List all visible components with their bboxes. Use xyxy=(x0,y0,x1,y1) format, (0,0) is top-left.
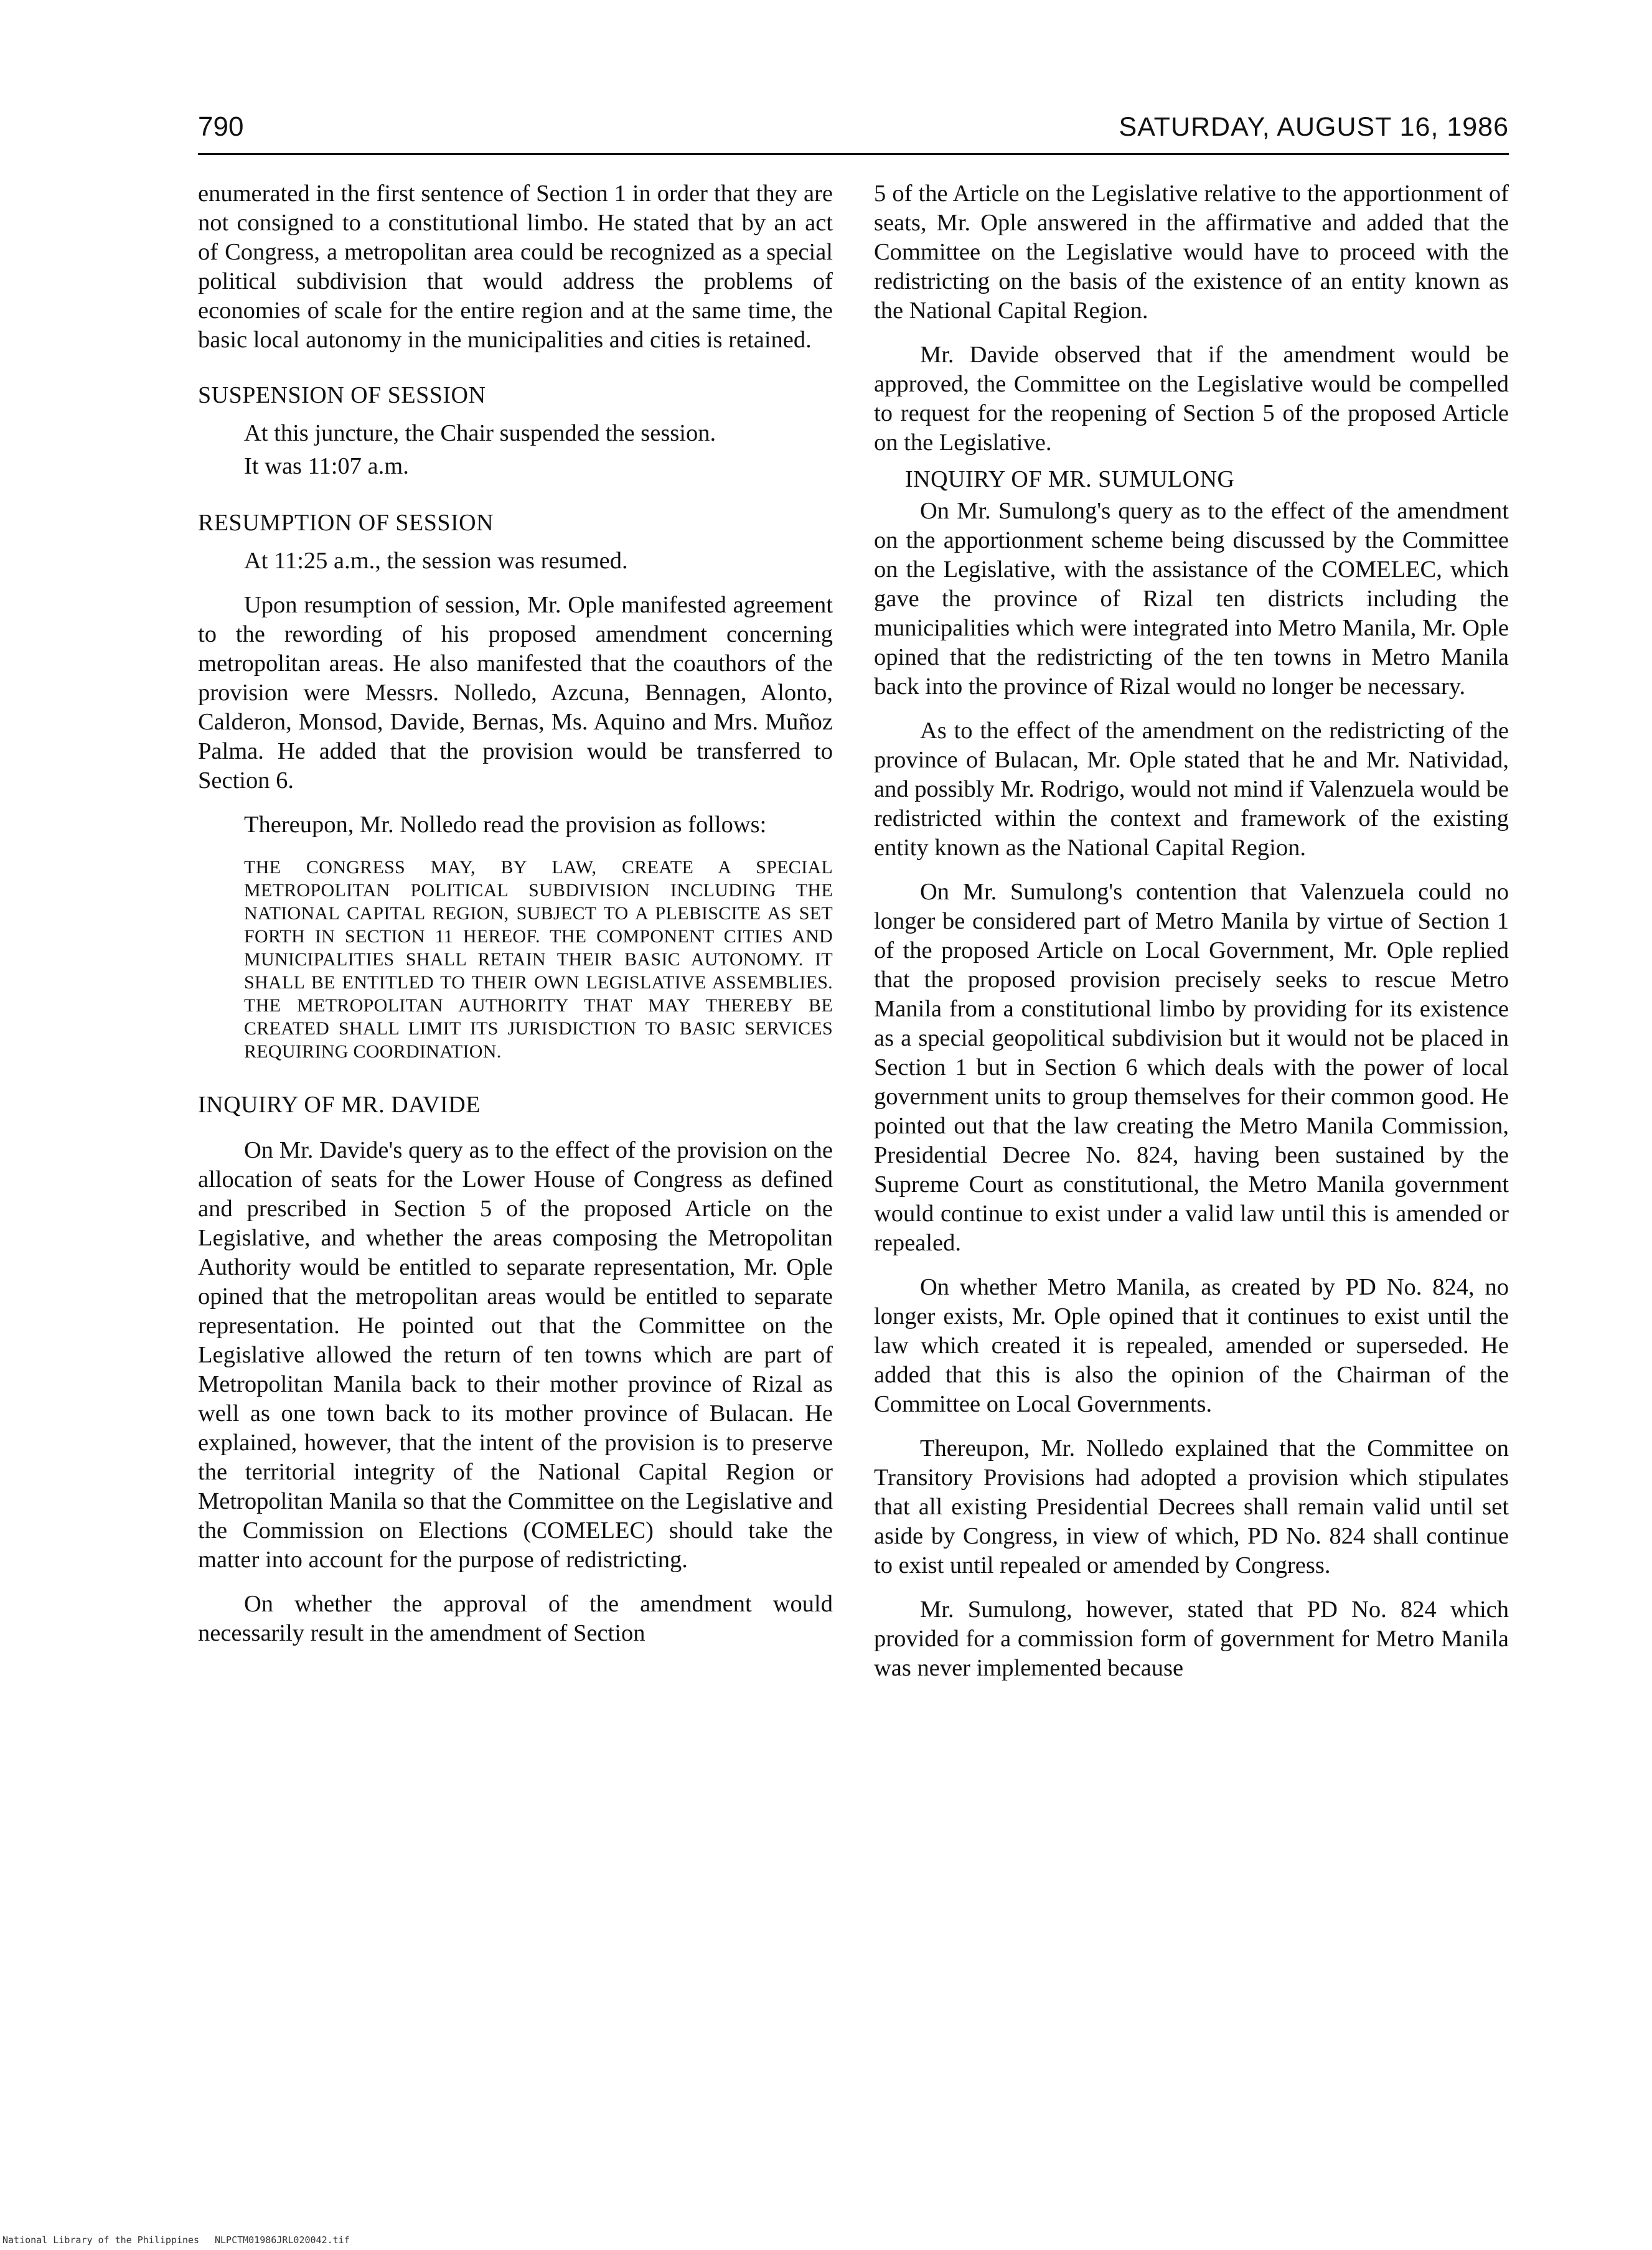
paragraph: At 11:25 a.m., the session was resumed. xyxy=(244,548,628,574)
paragraph: Thereupon, Mr. Nolledo explained that the Committee on Transitory Provisions had adopted a provision which stipulates that all existing Presidential Decrees shall remain valid until set aside by Congress, in view of which, PD No. 824 shall continue to exist until repealed or amended by Congress. xyxy=(874,1435,1509,1578)
paragraph: Upon resumption of session, Mr. Ople manifested agreement to the rewording of his proposed amendment concerning metropolitan areas. He also manifested that the coauthors of the provision were Messrs. Nolledo, Azcuna, Bennagen, Alonto, Calderon, Monsod, Davide, Bernas, Ms. Aquino and Mrs. Muñoz Palma. He added that the provision would be transferred to Section 6. xyxy=(198,592,833,794)
footer-file-name: NLPCTM01986JRL020042.tif xyxy=(215,2234,350,2246)
left-column xyxy=(198,179,833,1648)
quoted-provision: THE CONGRESS MAY, BY LAW, CREATE A SPECIAL METROPOLITAN POLITICAL SUBDIVISION INCLUDING THE NATIONAL CAPITAL REGION, SUBJECT TO A PLEBISCITE AS SET FORTH IN SECTION 11 HEREOF. THE COMPONENT CITIES AND MUNICIPALITIES SHALL RETAIN THEIR BASIC AUTONOMY. IT SHALL BE ENTITLED TO THEIR OWN LEGISLATIVE ASSEMBLIES. THE METROPOLITAN AUTHORITY THAT MAY THEREBY BE CREATED SHALL LIMIT ITS JURISDICTION TO BASIC SERVICES REQUIRING COORDINATION. xyxy=(244,857,833,1062)
paragraph: On whether Metro Manila, as created by PD No. 824, no longer exists, Mr. Ople opined that it continues to exist until the law which created it is repealed, amended or superseded. He added that this is also the opinion of the Chairman of the Committee on Local Governments. xyxy=(874,1274,1509,1417)
section-heading-davide: INQUIRY OF MR. DAVIDE xyxy=(198,1092,481,1118)
section-heading-suspension: SUSPENSION OF SESSION xyxy=(198,382,486,408)
right-column xyxy=(874,179,1509,1683)
page-number: 790 xyxy=(198,111,244,142)
section-heading-resumption: RESUMPTION OF SESSION xyxy=(198,510,494,536)
paragraph: Thereupon, Mr. Nolledo read the provision as follows: xyxy=(244,812,767,838)
paragraph: On Mr. Sumulong's query as to the effect of the amendment on the apportionment scheme being discussed by the Committee on the Legislative, with the assistance of the COMELEC, which gave the province of Rizal ten districts including the municipalities which were integrated into Metro Manila, Mr. Ople opined that the redistricting of the ten towns in Metro Manila back into the province of Rizal would no longer be necessary. xyxy=(874,498,1509,700)
paragraph: Mr. Davide observed that if the amendment would be approved, the Committee on the Legislative would be compelled to request for the reopening of Section 5 of the proposed Article on the Legislative. xyxy=(874,342,1509,456)
footer-library-credit: National Library of the Philippines xyxy=(2,2234,200,2246)
paragraph: enumerated in the first sentence of Section 1 in order that they are not consigned to a constitutional limbo. He stated that by an act of Congress, a metropolitan area could be recognized as a special political subdivision that would address the problems of economies of scale for the entire region and at the same time, the basic local autonomy in the municipalities and cities is retained. xyxy=(198,180,833,353)
paragraph: As to the effect of the amendment on the redistricting of the province of Bulacan, Mr. Ople stated that he and Mr. Natividad, and possibly Mr. Rodrigo, would not mind if Valenzuela would be redistricted within the context and framework of the existing entity known as the National Capital Region. xyxy=(874,718,1509,861)
section-heading-sumulong: INQUIRY OF MR. SUMULONG xyxy=(905,466,1235,492)
header-date: SATURDAY, AUGUST 16, 1986 xyxy=(1119,112,1509,142)
paragraph: On Mr. Sumulong's contention that Valenzuela could no longer be considered part of Metro Manila by virtue of Section 1 of the proposed Article on Local Government, Mr. Ople replied that the proposed provision precisely seeks to rescue Metro Manila from a constitutional limbo by providing for its existence as a special geopolitical subdivision but it would not be placed in Section 1 but in Section 6 which deals with the power of local government units to group themselves for their common good. He pointed out that the law creating the Metro Manila Commission, Presidential Decree No. 824, having been sustained by the Supreme Court as constitutional, the Metro Manila government would continue to exist under a valid law until this is amended or repealed. xyxy=(874,879,1509,1256)
paragraph: On whether the approval of the amendment would necessarily result in the amendment of Section xyxy=(198,1591,833,1646)
paragraph: On Mr. Davide's query as to the effect of the provision on the allocation of seats for the Lower House of Congress as defined and prescribed in Section 5 of the proposed Article on the Legislative, and whether the areas composing the Metropolitan Authority would be entitled to separate representation, Mr. Ople opined that the metropolitan areas would be entitled to separate representation. He pointed out that the Committee on the Legislative allowed the return of ten towns which are part of Metropolitan Manila back to their mother province of Rizal as well as one town back to its mother province of Bulacan. He explained, however, that the intent of the provision is to preserve the territorial integrity of the National Capital Region or Metropolitan Manila so that the Committee on the Legislative and the Commission on Elections (COMELEC) should take the matter into account for the purpose of redistricting. xyxy=(198,1137,833,1573)
paragraph: At this juncture, the Chair suspended the session. xyxy=(244,420,716,446)
paragraph: 5 of the Article on the Legislative relative to the apportionment of seats, Mr. Ople answered in the affirmative and added that the Committee on the Legislative would have to proceed with the redistricting on the basis of the existence of an entity known as the National Capital Region. xyxy=(874,180,1509,324)
paragraph: It was 11:07 a.m. xyxy=(244,453,409,479)
paragraph: Mr. Sumulong, however, stated that PD No. 824 which provided for a commission form of government for Metro Manila was never implemented because xyxy=(874,1596,1509,1681)
page-header xyxy=(198,108,1509,155)
